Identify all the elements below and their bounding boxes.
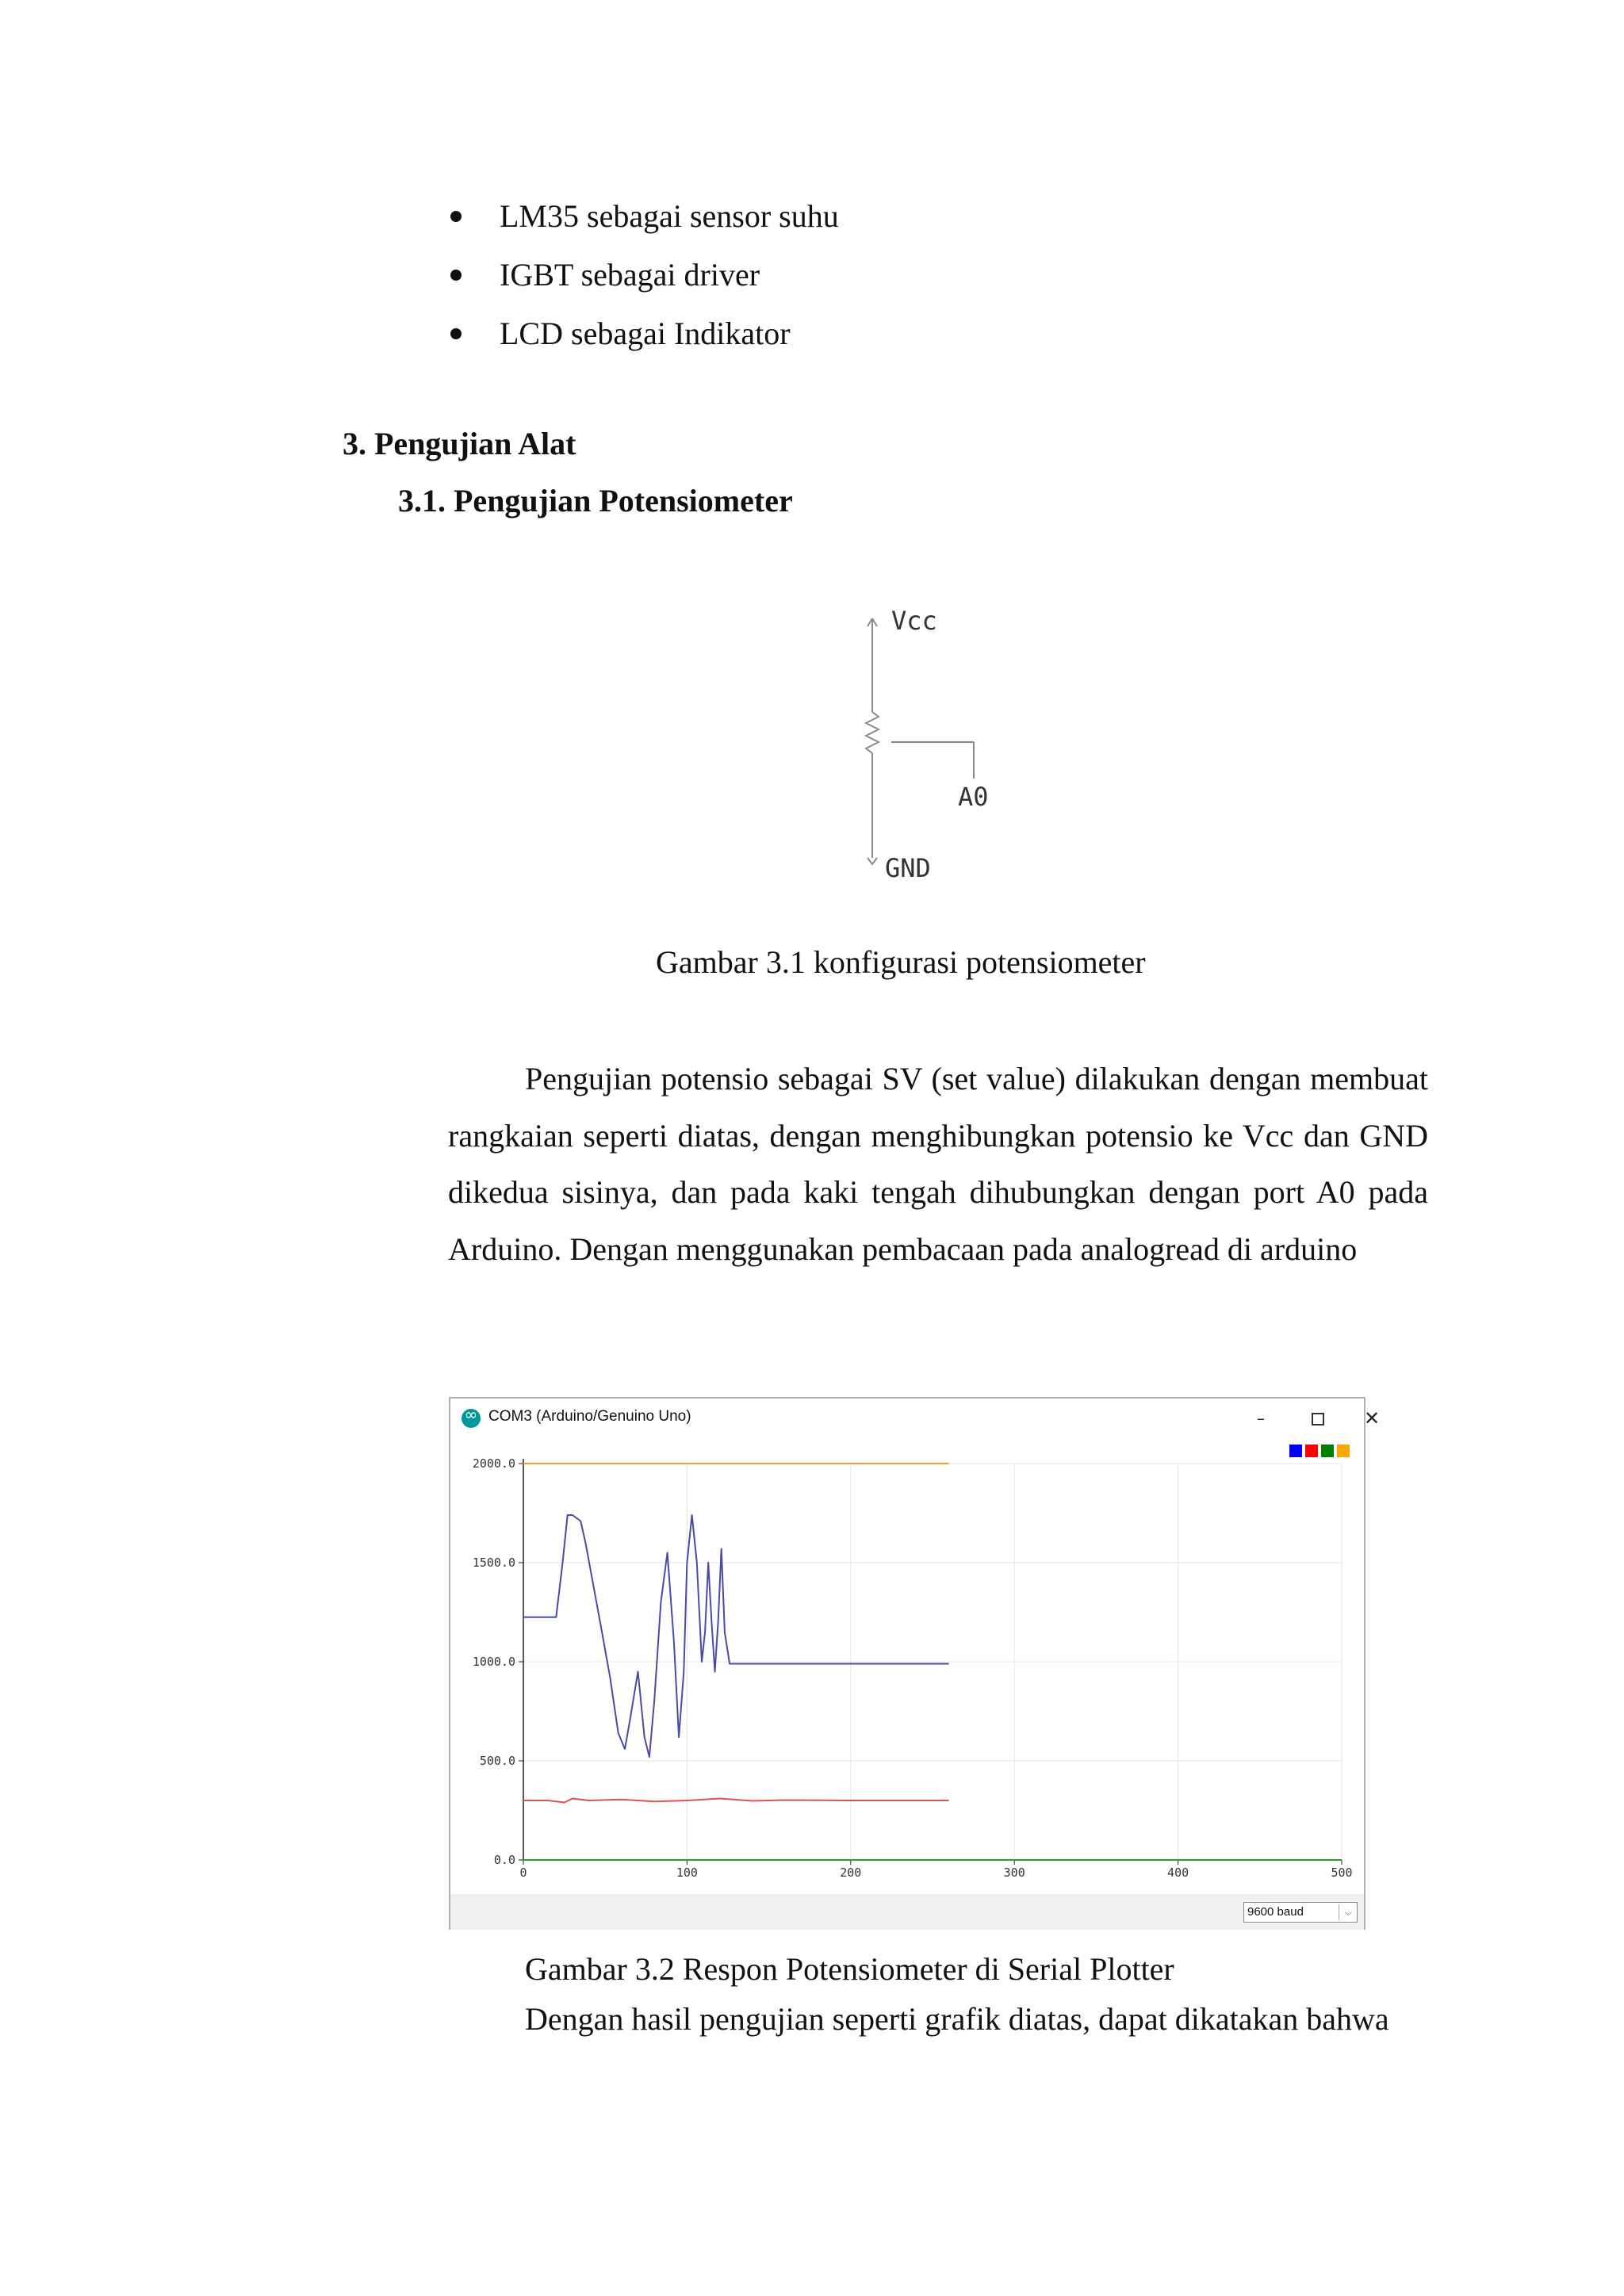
resistor-symbol [866, 712, 879, 753]
legend-swatch [1337, 1445, 1350, 1457]
y-tick-label: 500.0 [479, 1754, 515, 1768]
list-item-text: LCD sebagai Indikator [500, 316, 791, 351]
list-item [444, 193, 1475, 252]
x-tick-label: 200 [840, 1866, 862, 1880]
series-line [523, 1799, 949, 1803]
list-item-text: IGBT sebagai driver [500, 257, 760, 293]
close-button[interactable]: ✕ [1363, 1407, 1381, 1429]
x-tick-label: 500 [1331, 1866, 1353, 1880]
legend-swatch [1305, 1445, 1318, 1457]
y-tick-label: 1500.0 [472, 1556, 515, 1570]
y-tick-label: 0.0 [493, 1853, 515, 1867]
vcc-label: Vcc [891, 606, 937, 636]
window-title: COM3 (Arduino/Genuino Uno) [488, 1408, 691, 1425]
y-tick-label: 1000.0 [472, 1655, 515, 1669]
figure-caption-2: Gambar 3.2 Respon Potensiometer di Serial Plotter [525, 1951, 1174, 1987]
serial-plotter-window [449, 1397, 1381, 1930]
chevron-down-icon: ⌵ [1344, 1907, 1352, 1918]
x-tick-label: 100 [676, 1866, 698, 1880]
section-heading: 3. Pengujian Alat [343, 426, 576, 461]
baud-rate-select[interactable] [1243, 1902, 1358, 1923]
x-tick-label: 400 [1167, 1866, 1189, 1880]
bullet-icon [450, 328, 462, 339]
maximize-button[interactable] [1299, 1405, 1334, 1432]
bullet-list [444, 193, 1475, 369]
x-tick-label: 0 [519, 1866, 527, 1880]
arduino-logo-icon [462, 1409, 481, 1428]
subsection-heading: 3.1. Pengujian Potensiometer [398, 483, 793, 519]
list-item [444, 311, 1475, 369]
y-tick-label: 2000.0 [472, 1456, 515, 1471]
body-paragraph: Pengujian potensio sebagai SV (set value) dilakukan dengan membuat rangkaian seperti diatas, dengan menghibungkan potensio ke Vcc dan GND dikedua sisinya, dan pada kaki tengah dihubungkan dengan port A0 pada Arduino. Dengan menggunakan pembacaan pada analogread di arduino [448, 1061, 1428, 1267]
legend-swatch [1289, 1445, 1302, 1457]
plot-area [450, 1438, 1364, 1894]
serial-plot-chart [450, 1438, 1364, 1894]
figure-caption-1: Gambar 3.1 konfigurasi potensiometer [656, 944, 1146, 980]
paragraph-continuation: Dengan hasil pengujian seperti grafik diatas, dapat dikatakan bahwa [525, 2001, 1389, 2037]
list-item-text: LM35 sebagai sensor suhu [500, 198, 839, 234]
minimize-button[interactable]: – [1257, 1409, 1265, 1428]
list-item [444, 252, 1475, 311]
gnd-arrow-icon [868, 858, 877, 864]
plotter-bottom-bar [450, 1894, 1364, 1930]
baud-rate-value: 9600 baud [1247, 1905, 1304, 1919]
gnd-label: GND [885, 853, 931, 883]
series-line [523, 1515, 949, 1757]
potentiometer-circuit-diagram [841, 595, 1031, 896]
legend-swatch [1321, 1445, 1334, 1457]
bullet-icon [450, 270, 462, 281]
bullet-icon [450, 211, 462, 222]
a0-label: A0 [958, 782, 989, 812]
window-titlebar [450, 1399, 1381, 1438]
x-tick-label: 300 [1003, 1866, 1025, 1880]
